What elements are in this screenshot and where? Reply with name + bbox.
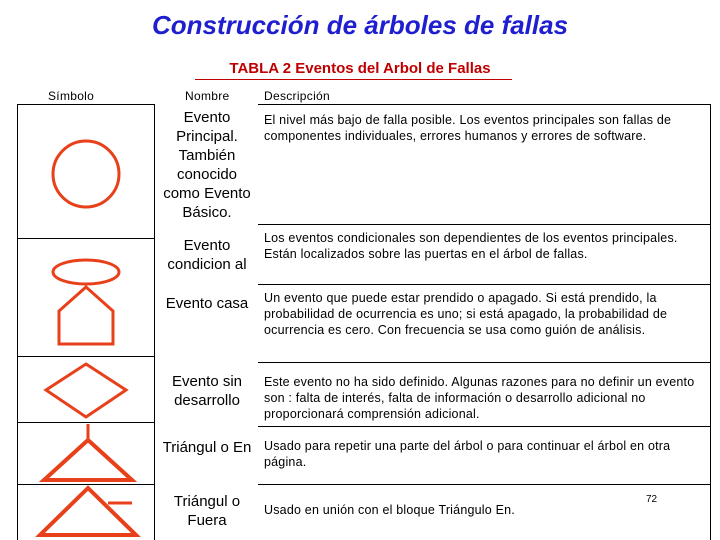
symbol-column [17,104,155,540]
row-divider [258,284,710,285]
event-name: Evento Principal. También conocido como Evento Básico. [163,109,251,221]
row-divider [258,104,710,105]
event-description: El nivel más bajo de falla posible. Los eventos principales son fallas de componentes individuales, errores humanos y errores de software. [264,113,672,143]
caption-underline [195,79,512,80]
event-description: Este evento no ha sido definido. Algunas razones para no definir un evento son : falta de interés, falta de información o desarrollo adicional no proporcionará comprensión adicional. [264,375,695,421]
page-title: Construcción de árboles de fallas [151,10,569,40]
header-description: Descripción [264,89,330,103]
event-name: Triángul o Fuera [173,493,241,529]
event-description: Los eventos condicionales son dependientes de los eventos principales. Están localizados sobre las puertas en el árbol de fallas. [264,231,678,261]
row-divider [258,362,710,363]
header-symbol: Símbolo [48,89,95,103]
event-name: Evento condicion al [167,237,247,273]
row-divider [17,238,155,239]
row-divider [17,356,155,357]
page-number: 72 [646,494,658,505]
header-name: Nombre [185,89,230,103]
event-description: Usado en unión con el bloque Triángulo En. [264,503,515,517]
row-divider [258,224,710,225]
row-divider [17,484,155,485]
table-right-border [710,104,711,540]
event-name: Evento casa [165,295,249,312]
event-description: Usado para repetir una parte del árbol o para continuar el árbol en otra página. [264,439,671,469]
event-description: Un evento que puede estar prendido o apagado. Si está prendido, la probabilidad de ocurrencia es uno; si está apagado, la probabilidad de ocurrencia es cero. Con frecuencia se usa como guión de análisis. [264,291,668,337]
event-name: Triángul o En [162,439,252,456]
row-divider [258,426,710,427]
table-caption: TABLA 2 Eventos del Arbol de Fallas [229,60,491,77]
event-name: Evento sin desarrollo [171,373,243,409]
row-divider [258,484,710,485]
row-divider [17,422,155,423]
